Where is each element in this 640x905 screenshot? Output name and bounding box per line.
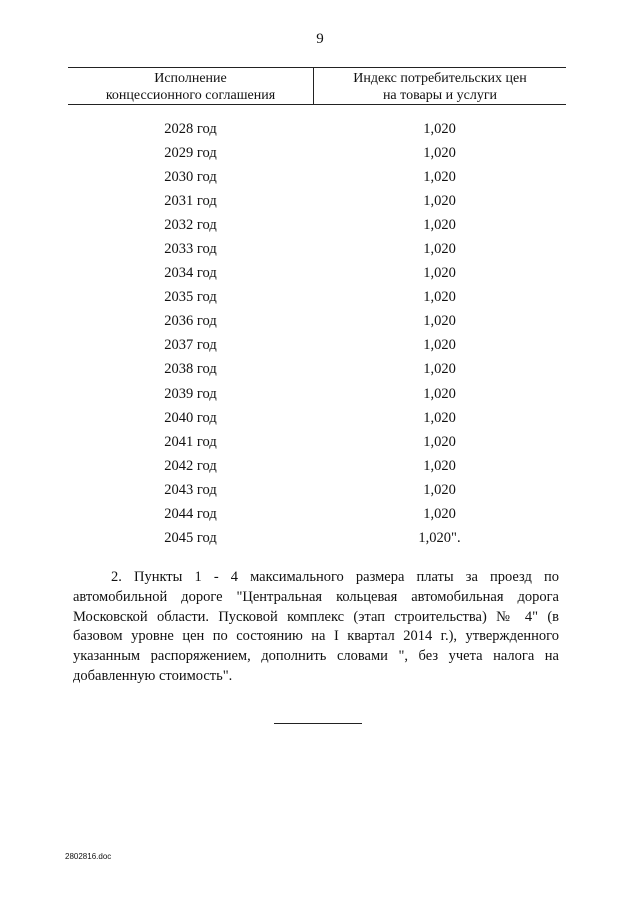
- index-value-cell: 1,020: [423, 337, 456, 354]
- index-value-cell: 1,020: [423, 120, 456, 137]
- table-row: [68, 286, 566, 310]
- index-value-cell: 1,020: [423, 192, 456, 209]
- year-cell: 2032 год: [164, 216, 217, 233]
- index-value-cell: 1,020: [423, 241, 456, 258]
- document-id: 2802816.doc: [65, 852, 112, 861]
- index-value-cell: 1,020: [423, 144, 456, 161]
- table-row: [68, 430, 566, 454]
- year-cell: 2039 год: [164, 385, 217, 402]
- year-cell: 2041 год: [164, 433, 217, 450]
- header-execution: [68, 68, 314, 104]
- year-cell: 2028 год: [164, 120, 217, 137]
- index-value-cell: 1,020: [423, 216, 456, 233]
- index-value-cell: 1,020: [423, 433, 456, 450]
- table-row: [68, 358, 566, 382]
- table-row: [68, 262, 566, 286]
- header-execution-line2: концессионного соглашения: [105, 88, 276, 103]
- year-cell: 2033 год: [164, 241, 217, 258]
- table-row: [68, 310, 566, 334]
- year-cell: 2031 год: [164, 192, 217, 209]
- page-number: 9: [316, 31, 324, 47]
- table-row: [68, 165, 566, 189]
- index-value-cell: 1,020: [423, 289, 456, 306]
- table-body: [68, 117, 566, 551]
- year-cell: 2036 год: [164, 313, 217, 330]
- year-cell: 2030 год: [164, 168, 217, 185]
- table-header: [68, 68, 566, 105]
- index-table: [68, 67, 566, 551]
- year-cell: 2037 год: [164, 337, 217, 354]
- end-rule: [274, 723, 362, 724]
- index-value-cell: 1,020: [423, 361, 456, 378]
- header-cpi-line2: на товары и услуги: [382, 88, 498, 103]
- index-value-cell: 1,020: [423, 409, 456, 426]
- index-value-cell: 1,020: [423, 313, 456, 330]
- index-value-cell: 1,020: [423, 265, 456, 282]
- year-cell: 2029 год: [164, 144, 217, 161]
- year-cell: 2043 год: [164, 481, 217, 498]
- table-row: [68, 454, 566, 478]
- index-value-cell: 1,020".: [418, 530, 461, 547]
- table-row: [68, 382, 566, 406]
- index-value-cell: 1,020: [423, 385, 456, 402]
- year-cell: 2040 год: [164, 409, 217, 426]
- header-execution-line1: Исполнение: [154, 71, 227, 86]
- table-row: [68, 141, 566, 165]
- table-row: [68, 237, 566, 261]
- table-row: [68, 117, 566, 141]
- header-cpi-line1: Индекс потребительских цен: [353, 71, 527, 86]
- header-cpi: [314, 68, 566, 104]
- table-row: [68, 503, 566, 527]
- table-row: [68, 189, 566, 213]
- table-row: [68, 406, 566, 430]
- table-row: [68, 527, 566, 551]
- year-cell: 2035 год: [164, 289, 217, 306]
- year-cell: 2044 год: [164, 506, 217, 523]
- index-value-cell: 1,020: [423, 481, 456, 498]
- amendment-paragraph: 2. Пункты 1 - 4 максимального размера платы за проезд по автомобильной дороге "Центральная кольцевая автомобильная дорога Московской области. Пусковой комплекс (этап строительства) № 4" (в базовом уровне цен по состоянию на I квартал 2014 г.), утвержденного указанным распоряжением, дополнить словами ", без учета налога на добавленную стоимость".: [73, 569, 559, 684]
- table-row: [68, 478, 566, 502]
- table-row: [68, 213, 566, 237]
- table-row: [68, 334, 566, 358]
- index-value-cell: 1,020: [423, 506, 456, 523]
- year-cell: 2042 год: [164, 457, 217, 474]
- year-cell: 2045 год: [164, 530, 217, 547]
- index-value-cell: 1,020: [423, 168, 456, 185]
- year-cell: 2034 год: [164, 265, 217, 282]
- year-cell: 2038 год: [164, 361, 217, 378]
- index-value-cell: 1,020: [423, 457, 456, 474]
